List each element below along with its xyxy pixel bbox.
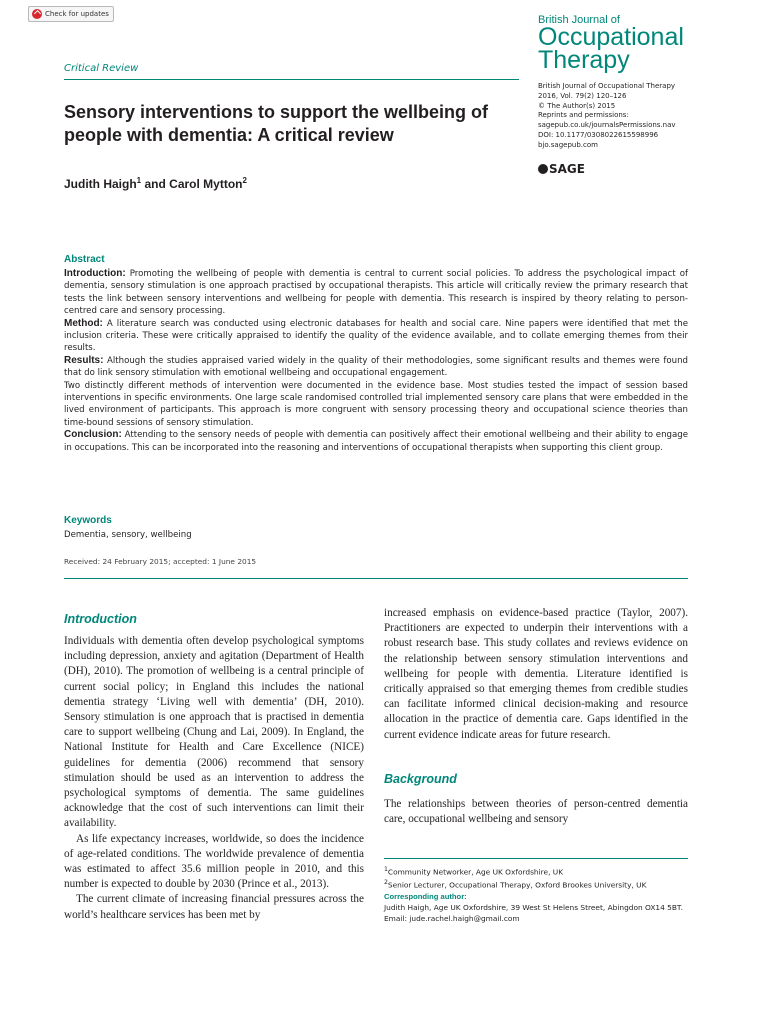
journal-logo-line3: Therapy bbox=[538, 46, 630, 74]
background-heading: Background bbox=[384, 772, 457, 786]
abstract-heading: Abstract bbox=[64, 254, 105, 265]
abstract-label: Introduction: bbox=[64, 268, 126, 279]
badge-label: Check for updates bbox=[45, 10, 109, 18]
abstract-text: Attending to the sensory needs of people with dementia can positively affect their emotional wellbeing and their ability to engage in occupations. This can be incorporated into the reasoning and interventions of occupational therapists when supporting this client group. bbox=[64, 430, 688, 453]
doi[interactable]: DOI: 10.1177/0308022615598996 bbox=[538, 130, 659, 139]
footnote-1 bbox=[384, 864, 684, 877]
check-for-updates-badge[interactable] bbox=[28, 6, 114, 22]
body-paragraph: increased emphasis on evidence-based practice (Taylor, 2007). Practitioners are expected to underpin their interventions with a robust research base. This study collates and reviews evidence on the relationship between sensory stimulation interventions and wellbeing for people with dementia. Literature identified is critically appraised so that emerging themes from credible studies can facilitate informed clinical decision-making and resource allocation in the practice of dementia care. Gaps identified in the current evidence indicate areas for future research. bbox=[384, 607, 688, 741]
section-label: Critical Review bbox=[64, 63, 139, 74]
abstract-text: Promoting the wellbeing of people with dementia is central to current social policies. To address the psychological impact of dementia, sensory stimulation is one approach practised by occupational therapists. This article will critically review the primary research that tests the link between sensory interventions and wellbeing for people with dementia. This research is inspired by theory relating to person-centred care and sensory processing. bbox=[64, 269, 688, 317]
abstract-text: Although the studies appraised varied widely in the quality of their methodologies, some significant results and themes were found that do link sensory stimulation with emotional wellbeing and occupational engagement. bbox=[64, 355, 688, 379]
corresponding-author-address: Judith Haigh, Age UK Oxfordshire, 39 West St Helens Street, Abingdon OX14 5BT. bbox=[384, 902, 683, 912]
publisher-name: SAGE bbox=[549, 162, 585, 176]
abstract-text: A literature search was conducted using electronic databases for health and social care. Nine papers were identified that met the inclusion criteria. These were critically appraised to identify the quality of the evidence available, and to collate emerging themes from their results. bbox=[64, 318, 688, 354]
footnote-divider bbox=[384, 858, 688, 859]
received-dates: Received: 24 February 2015; accepted: 1 June 2015 bbox=[64, 557, 257, 566]
footnote-text: Senior Lecturer, Occupational Therapy, Oxford Brookes University, UK bbox=[387, 880, 647, 890]
section-divider bbox=[64, 79, 519, 80]
journal-metadata bbox=[538, 82, 748, 151]
abstract-label: Method: bbox=[64, 317, 103, 329]
keywords-heading: Keywords bbox=[64, 515, 112, 526]
abstract-results-cont: Two distinctly different methods of intervention were documented in the evidence base. Most studies tested the impact of session based interventions in specific environments. One large scale randomised controlled trial implemented sensory care plans that were embedded in the lived environment of participants. This approach is more congruent with sensory processing theory and occupational science theories than time-bound sessions of sensory stimulation. bbox=[64, 380, 688, 428]
author-joiner: and bbox=[144, 177, 166, 191]
abstract-results bbox=[64, 355, 688, 380]
journal-name: British Journal of Occupational Therapy bbox=[538, 82, 676, 90]
author-affiliation-mark: 1 bbox=[136, 176, 142, 185]
reprints-label: Reprints and permissions: bbox=[538, 111, 629, 120]
keywords-text: Dementia, sensory, wellbeing bbox=[64, 530, 192, 540]
background-column bbox=[384, 797, 688, 827]
copyright: © The Author(s) 2015 bbox=[538, 101, 616, 110]
abstract-label: Results: bbox=[64, 354, 104, 366]
crossmark-icon bbox=[32, 9, 42, 19]
left-column bbox=[64, 634, 364, 923]
footnote-text: Community Networker, Age UK Oxfordshire, UK bbox=[387, 867, 564, 877]
volume-info: 2016, Vol. 79(2) 120–126 bbox=[538, 91, 627, 100]
abstract-label: Conclusion: bbox=[64, 429, 122, 441]
abstract-conclusion bbox=[64, 429, 688, 454]
corresponding-author-label: Corresponding author: bbox=[384, 891, 467, 901]
author-name: Judith Haigh bbox=[64, 177, 137, 191]
body-paragraph: As life expectancy increases, worldwide, so does the incidence of age-related conditions. The worldwide prevalence of dementia was estimated to affect 35.6 million people in 2010, and this number is expected to double by 2030 (Prince et al., 2013). bbox=[64, 832, 364, 891]
abstract-method bbox=[64, 318, 688, 355]
journal-logo-line2: Occupational bbox=[538, 23, 684, 51]
body-paragraph: The current climate of increasing financial pressures across the world’s healthcare services has been met by bbox=[64, 893, 364, 921]
author-affiliation-mark: 2 bbox=[242, 176, 247, 185]
publisher-logo bbox=[538, 162, 585, 176]
journal-logo-line1: British Journal of bbox=[538, 14, 620, 26]
footnotes bbox=[384, 864, 684, 924]
abstract-introduction bbox=[64, 268, 688, 318]
sage-s-icon bbox=[538, 164, 548, 174]
footnote-mark: 1 bbox=[384, 866, 388, 873]
author-list bbox=[64, 176, 247, 191]
body-paragraph: The relationships between theories of person-centred dementia care, occupational wellbeing and sensory bbox=[384, 798, 688, 826]
article-title: Sensory interventions to support the wellbeing of people with dementia: A critical review bbox=[64, 102, 489, 145]
footnote-2 bbox=[384, 877, 684, 890]
header-divider bbox=[64, 578, 688, 579]
journal-logo bbox=[538, 14, 738, 72]
body-paragraph: Individuals with dementia often develop psychological symptoms including depression, anxiety and agitation (Department of Health (DH), 2010). The promotion of wellbeing is a central principle of current social policy; in England this includes the national dementia strategy ‘Living well with dementia’ (DH, 2010). Sensory stimulation is one approach that is practised in dementia care to support wellbeing (Chung and Lai, 2009). In England, the National Institute for Health and Care Excellence (NICE) guidelines for dementia (2006) recommend that sensory stimulation should be used as an intervention to address the psychological symptoms of dementia. The same guidelines acknowledge that the cost of such interventions can limit their availability. bbox=[64, 635, 364, 830]
author-name: Carol Mytton bbox=[169, 177, 243, 191]
right-column-top bbox=[384, 606, 688, 743]
journal-url[interactable]: bjo.sagepub.com bbox=[538, 140, 598, 149]
permissions-link[interactable]: sagepub.co.uk/journalsPermissions.nav bbox=[538, 121, 676, 130]
footnote-mark: 2 bbox=[384, 879, 388, 887]
introduction-heading: Introduction bbox=[64, 612, 137, 626]
corresponding-author-email[interactable]: Email: jude.rachel.haigh@gmail.com bbox=[384, 913, 520, 923]
abstract-body bbox=[64, 268, 688, 454]
